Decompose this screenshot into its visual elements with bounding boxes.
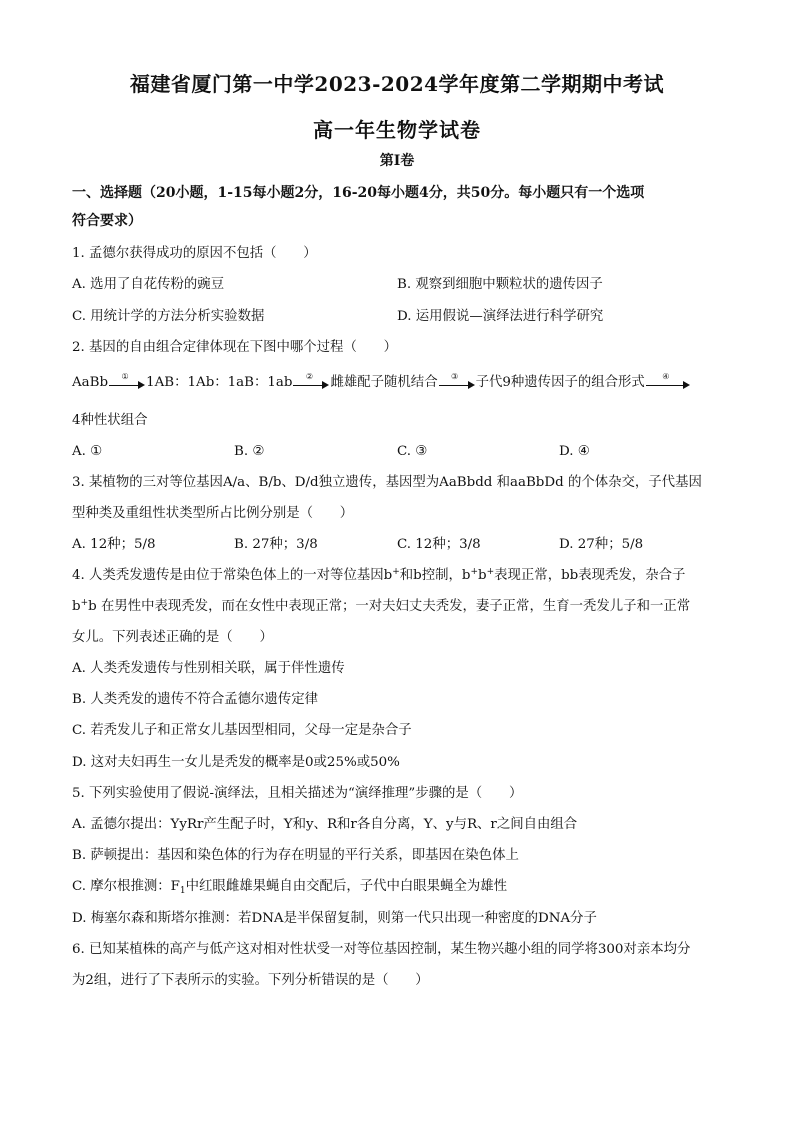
q3-option-a: A. 12种；5/8 xyxy=(72,537,156,552)
q4-text: b xyxy=(72,599,81,614)
q5-subscript: 1 xyxy=(179,886,186,896)
q4-superscript: + xyxy=(486,567,495,577)
q2-arrow-1 xyxy=(109,371,145,390)
q4-stem-line3: 女儿。下列表述正确的是（ ） xyxy=(72,630,273,645)
q4-superscript: + xyxy=(80,598,89,608)
q1-stem: 1. 孟德尔获得成功的原因不包括（ ） xyxy=(72,246,317,261)
q3-option-c: C. 12种；3/8 xyxy=(397,537,481,552)
q2-arrow-1-label: ① xyxy=(121,371,129,381)
q2-flow-fertilization: 雌雄配子随机结合 xyxy=(330,375,438,390)
exam-title: 福建省厦门第一中学2023-2024学年度第二学期期中考试 xyxy=(129,72,665,96)
q4-text: b 在男性中表现秃发，而在女性中表现正常；一对夫妇丈夫秃发，妻子正常，生育一秃发儿子和一正常 xyxy=(88,599,691,614)
q4-text: 和b控制，b xyxy=(399,568,471,583)
volume-label: 第Ⅰ卷 xyxy=(379,153,415,169)
section-heading-line1: 一、选择题（20小题，1-15每小题2分，16-20每小题4分，共50分。每小题只有一个选项 xyxy=(72,185,645,201)
q5-stem: 5. 下列实验使用了假说-演绎法，且相关描述为“演绎推理”步骤的是（ ） xyxy=(72,786,523,801)
q4-text: 表现正常，bb表现秃发，杂合子 xyxy=(494,568,686,583)
q2-flow-genotypes: 子代9种遗传因子的组合形式 xyxy=(475,375,645,390)
q4-superscript: + xyxy=(470,567,479,577)
q5-option-a: A. 孟德尔提出：YyRr产生配子时，Y和y、R和r各自分离，Y、y与R、r之间自由组合 xyxy=(72,817,578,832)
q2-option-a: A. ① xyxy=(72,444,103,459)
q2-flow-gametes: 1AB：1Ab：1aB：1ab xyxy=(146,375,293,390)
q4-text: b xyxy=(478,568,487,583)
q4-option-a: A. 人类秃发遗传与性别相关联，属于伴性遗传 xyxy=(72,661,345,676)
q3-option-d: D. 27种；5/8 xyxy=(559,537,644,552)
q4-option-d: D. 这对夫妇再生一女儿是秃发的概率是0或25%或50% xyxy=(72,755,400,770)
section-heading-line2: 符合要求） xyxy=(72,213,142,229)
q6-stem-line2: 为2组，进行了下表所示的实验。下列分析错误的是（ ） xyxy=(72,973,429,988)
q4-text: 4. 人类秃发遗传是由位于常染色体上的一对等位基因b xyxy=(72,568,393,583)
q1-option-b: B. 观察到细胞中颗粒状的遗传因子 xyxy=(397,277,603,292)
q4-superscript: + xyxy=(392,567,400,577)
q3-stem-line2: 型种类及重组性状类型所占比例分别是（ ） xyxy=(72,506,354,521)
q1-option-a: A. 选用了自花传粉的豌豆 xyxy=(72,277,225,292)
q4-stem-line1 xyxy=(72,567,685,586)
q5-option-d: D. 梅塞尔森和斯塔尔推测：若DNA是半保留复制，则第一代只出现一种密度的DNA分子 xyxy=(72,911,597,926)
q2-arrow-3-label: ③ xyxy=(451,371,459,381)
q5-option-c xyxy=(72,878,507,897)
q2-option-d: D. ④ xyxy=(559,444,590,459)
q2-flow-diagram xyxy=(72,371,691,392)
q5-text: 中红眼雌雄果蝇自由交配后，子代中白眼果蝇全为雄性 xyxy=(185,879,508,894)
q1-option-d: D. 运用假说—演绎法进行科学研究 xyxy=(397,309,604,324)
q3-stem-line1: 3. 某植物的三对等位基因A/a、B/b、D/d独立遗传，基因型为AaBbdd 和aaBbDd 的个体杂交，子代基因 xyxy=(72,475,702,490)
q2-flow-end: 4种性状组合 xyxy=(72,413,148,428)
q2-option-c: C. ③ xyxy=(397,444,428,459)
q4-option-c: C. 若秃发儿子和正常女儿基因型相同，父母一定是杂合子 xyxy=(72,723,412,738)
q4-stem-line2 xyxy=(72,598,690,617)
exam-subtitle: 高一年生物学试卷 xyxy=(313,118,481,142)
q2-flow-start: AaBb xyxy=(72,375,109,390)
q2-option-b: B. ② xyxy=(234,444,265,459)
q1-option-c: C. 用统计学的方法分析实验数据 xyxy=(72,309,265,324)
q2-arrow-4-label: ④ xyxy=(662,371,670,381)
q2-stem: 2. 基因的自由组合定律体现在下图中哪个过程（ ） xyxy=(72,340,398,355)
q2-arrow-2-label: ② xyxy=(305,371,314,381)
q2-arrow-4 xyxy=(646,371,690,390)
q4-option-b: B. 人类秃发的遗传不符合孟德尔遗传定律 xyxy=(72,692,318,707)
q6-stem-line1: 6. 已知某植株的高产与低产这对相对性状受一对等位基因控制，某生物兴趣小组的同学将300对亲本均分 xyxy=(72,942,691,957)
q2-arrow-3 xyxy=(439,371,475,390)
q5-text: C. 摩尔根推测：F xyxy=(72,879,180,894)
q5-option-b: B. 萨顿提出：基因和染色体的行为存在明显的平行关系，即基因在染色体上 xyxy=(72,848,519,863)
q3-option-b: B. 27种；3/8 xyxy=(234,537,318,552)
q2-arrow-2 xyxy=(293,371,329,390)
